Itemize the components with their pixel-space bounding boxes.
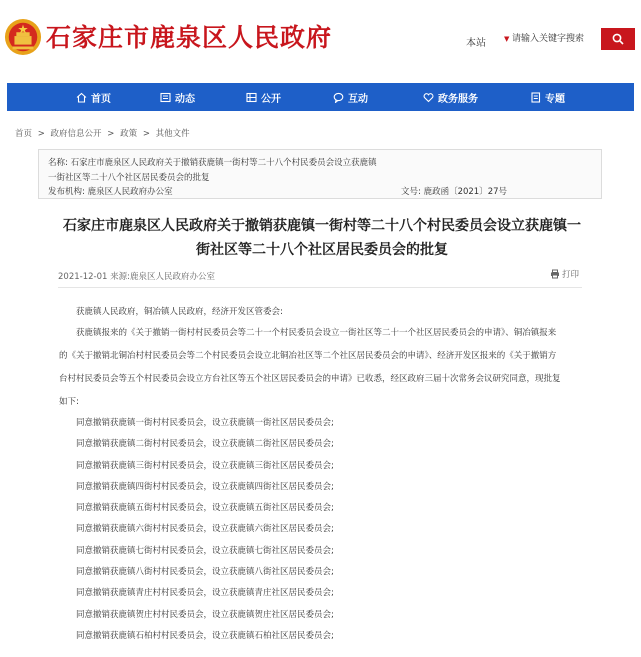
breadcrumb bbox=[15, 127, 193, 139]
info-name-value: 石家庄市鹿泉区人民政府关于撤销获鹿镇一街村等二十八个村民委员会设立获鹿镇 bbox=[70, 158, 377, 168]
print-button[interactable] bbox=[550, 268, 579, 280]
list-icon bbox=[246, 92, 257, 103]
main-nav bbox=[7, 83, 634, 111]
heart-icon bbox=[423, 92, 434, 103]
nav-item-interact[interactable] bbox=[333, 83, 368, 111]
body-paragraph-line4: 如下: bbox=[59, 397, 79, 407]
search-icon bbox=[612, 33, 624, 45]
body-paragraph-line3: 台村村民委员会等五个村民委员会设立方台社区等五个社区居民委员会的申请》已收悉，经区政府三届十次常务会议研究同意，现批复 bbox=[59, 374, 561, 384]
article-date: 2021-12-01 bbox=[58, 272, 108, 282]
doc-icon bbox=[530, 92, 541, 103]
nav-label-open: 公开 bbox=[261, 93, 281, 105]
nav-item-topics[interactable] bbox=[530, 83, 565, 111]
nav-label-services: 政务服务 bbox=[438, 93, 478, 105]
article-title-line2: 街社区等二十八个社区居民委员会的批复 bbox=[196, 242, 448, 258]
list-item: 同意撤销获鹿镇七街村村民委员会，设立获鹿镇七街社区居民委员会; bbox=[76, 545, 334, 556]
site-header bbox=[0, 0, 641, 80]
nav-item-services[interactable] bbox=[423, 83, 478, 111]
list-item: 同意撤销获鹿镇八街村村民委员会，设立获鹿镇八街社区居民委员会; bbox=[76, 567, 334, 578]
nav-label-home: 首页 bbox=[91, 93, 111, 105]
article-title bbox=[40, 214, 604, 262]
nav-item-open[interactable] bbox=[246, 83, 281, 111]
body-paragraph-line1: 获鹿镇报来的《关于撤销一街村村民委员会等二十一个村民委员会设立一街社区等二十一个社区居民委员会的申请》、铜冶镇报来 bbox=[76, 328, 557, 338]
info-name-cont: 一街社区等二十八个社区居民委员会的批复 bbox=[48, 173, 210, 183]
list-item: 同意撤销获鹿镇六街村村民委员会，设立获鹿镇六街社区居民委员会; bbox=[76, 524, 334, 535]
nav-label-topics: 专题 bbox=[545, 93, 565, 105]
info-doc-no-value: 鹿政函〔2021〕27号 bbox=[423, 187, 508, 197]
body-paragraph-line2: 的《关于撤销北铜冶村村民委员会等二个村民委员会设立北铜冶社区等二个社区居民委员会的申请》、经济开发区报来的《关于撤销方 bbox=[59, 351, 557, 361]
search-button[interactable] bbox=[601, 28, 635, 50]
breadcrumb-home[interactable]: 首页 bbox=[15, 129, 33, 139]
article-meta bbox=[58, 270, 215, 282]
list-item: 同意撤销获鹿镇一街村村民委员会，设立获鹿镇一街社区居民委员会; bbox=[76, 418, 334, 428]
list-item: 同意撤销获鹿镇贺庄村村民委员会，设立获鹿镇贺庄社区居民委员会; bbox=[76, 609, 334, 620]
print-label: 打印 bbox=[562, 270, 580, 280]
breadcrumb-separator: > bbox=[37, 129, 45, 139]
search-input[interactable] bbox=[512, 30, 592, 48]
chat-icon bbox=[333, 92, 344, 103]
list-item: 同意撤销获鹿镇石柏村村民委员会，设立获鹿镇石柏社区居民委员会; bbox=[76, 630, 334, 641]
list-item: 同意撤销获鹿镇青庄村村民委员会，设立获鹿镇青庄社区居民委员会; bbox=[76, 588, 334, 599]
breadcrumb-separator: > bbox=[142, 129, 150, 139]
article-source: 鹿泉区人民政府办公室 bbox=[129, 272, 215, 282]
info-doc-no-row bbox=[401, 185, 507, 197]
nav-label-interact: 互动 bbox=[348, 93, 368, 105]
home-icon bbox=[76, 92, 87, 103]
news-icon bbox=[160, 92, 171, 103]
info-issuer-label: 发布机构: bbox=[48, 187, 85, 197]
breadcrumb-policy[interactable]: 政策 bbox=[120, 129, 138, 139]
breadcrumb-other-files[interactable]: 其他文件 bbox=[155, 129, 190, 139]
info-name-label: 名称: bbox=[48, 158, 68, 168]
info-issuer-value: 鹿泉区人民政府办公室 bbox=[87, 187, 173, 197]
national-emblem-icon bbox=[4, 18, 42, 56]
nav-item-home[interactable] bbox=[76, 83, 111, 111]
document-info-box bbox=[38, 149, 602, 199]
nav-item-news[interactable] bbox=[160, 83, 195, 111]
site-title[interactable]: 石家庄市鹿泉区人民政府 bbox=[46, 23, 333, 52]
breadcrumb-gov-info[interactable]: 政府信息公开 bbox=[50, 129, 102, 139]
search-scope[interactable]: 本站 bbox=[466, 38, 486, 49]
list-item: 同意撤销获鹿镇二街村村民委员会，设立获鹿镇二街社区居民委员会; bbox=[76, 439, 334, 450]
list-item: 同意撤销获鹿镇三街村村民委员会，设立获鹿镇三街社区居民委员会; bbox=[76, 460, 334, 471]
dropdown-arrow-icon[interactable]: ▼ bbox=[504, 35, 510, 43]
salutation: 获鹿镇人民政府，铜冶镇人民政府，经济开发区管委会: bbox=[76, 307, 283, 317]
nav-label-news: 动态 bbox=[175, 93, 195, 105]
breadcrumb-separator: > bbox=[107, 129, 115, 139]
approval-list bbox=[76, 418, 334, 652]
info-name-row bbox=[48, 156, 377, 168]
printer-icon bbox=[550, 269, 560, 279]
list-item: 同意撤销获鹿镇五街村村民委员会，设立获鹿镇五街社区居民委员会; bbox=[76, 503, 334, 514]
info-doc-no-label: 文号: bbox=[401, 187, 421, 197]
divider bbox=[58, 287, 582, 288]
article-title-line1: 石家庄市鹿泉区人民政府关于撤销获鹿镇一街村等二十八个村民委员会设立获鹿镇一 bbox=[63, 218, 581, 234]
list-item: 同意撤销获鹿镇四街村村民委员会，设立获鹿镇四街社区居民委员会; bbox=[76, 481, 334, 492]
article-source-label: 来源: bbox=[110, 272, 130, 282]
info-issuer-row bbox=[48, 185, 173, 197]
